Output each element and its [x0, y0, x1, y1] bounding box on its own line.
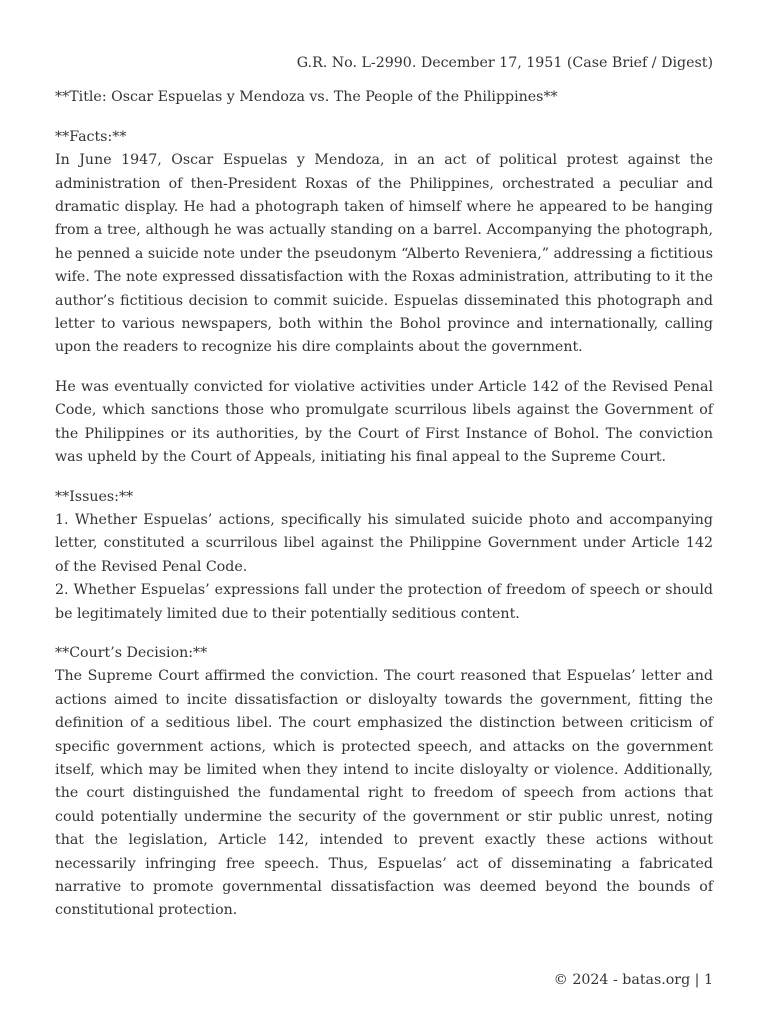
issues-heading: **Issues:** — [55, 488, 134, 505]
facts-heading: **Facts:** — [55, 128, 127, 145]
facts-section — [55, 126, 713, 470]
document-page — [55, 52, 713, 939]
issues-section — [55, 486, 713, 626]
facts-paragraph-2: He was eventually convicted for violative activities under Article 142 of the Revised Penal Code, which sanctions those who promulgate scurrilous libels against the Government of the Philippines or its authorities, by the Court of First Instance of Bohol. The conviction was upheld by the Court of Appeals, initiating his final appeal to the Supreme Court. — [55, 378, 713, 466]
facts-paragraph-1: In June 1947, Oscar Espuelas y Mendoza, in an act of political protest against the administration of then-President Roxas of the Philippines, orchestrated a peculiar and dramatic display. He had a photograph taken of himself where he appeared to be hanging from a tree, although he was actually standing on a barrel. Accompanying the photograph, he penned a suicide note under the pseudonym “Alberto Reveniera,” addressing a fictitious wife. The note expressed dissatisfaction with the Roxas administration, attributing to it the author’s fictitious decision to commit suicide. Espuelas disseminated this photograph and letter to various newspapers, both within the Bohol province and internationally, calling upon the readers to recognize his dire complaints about the government. — [55, 152, 713, 356]
case-header: G.R. No. L-2990. December 17, 1951 (Case Brief / Digest) — [296, 55, 713, 71]
issue-item-2: 2. Whether Espuelas’ expressions fall under the protection of freedom of speech or should be legitimately limited due to their potentially seditious content. — [55, 582, 713, 622]
decision-paragraph: The Supreme Court affirmed the conviction. The court reasoned that Espuelas’ letter and actions aimed to incite dissatisfaction or disloyalty towards the government, fitting the definition of a seditious libel. The court emphasized the distinction between criticism of specific government actions, which is protected speech, and attacks on the government itself, which may be limited when they intend to incite disloyalty or violence. Additionally, the court distinguished the fundamental right to freedom of speech from actions that could potentially undermine the security of the government or stir public unrest, noting that the legislation, Article 142, intended to prevent exactly these actions without necessarily infringing free speech. Thus, Espuelas’ act of disseminating a fabricated narrative to promote governmental dissatisfaction was deemed beyond the bounds of constitutional protection. — [55, 668, 713, 919]
issue-item-1: 1. Whether Espuelas’ actions, specifically his simulated suicide photo and accompanying letter, constituted a scurrilous libel against the Philippine Government under Article 142 of the Revised Penal Code. — [55, 511, 713, 575]
decision-section — [55, 642, 713, 923]
case-title: **Title: Oscar Espuelas y Mendoza vs. The People of the Philippines** — [55, 89, 558, 106]
decision-heading: **Court’s Decision:** — [55, 644, 208, 661]
page-footer: © 2024 - batas.org | 1 — [553, 972, 713, 988]
